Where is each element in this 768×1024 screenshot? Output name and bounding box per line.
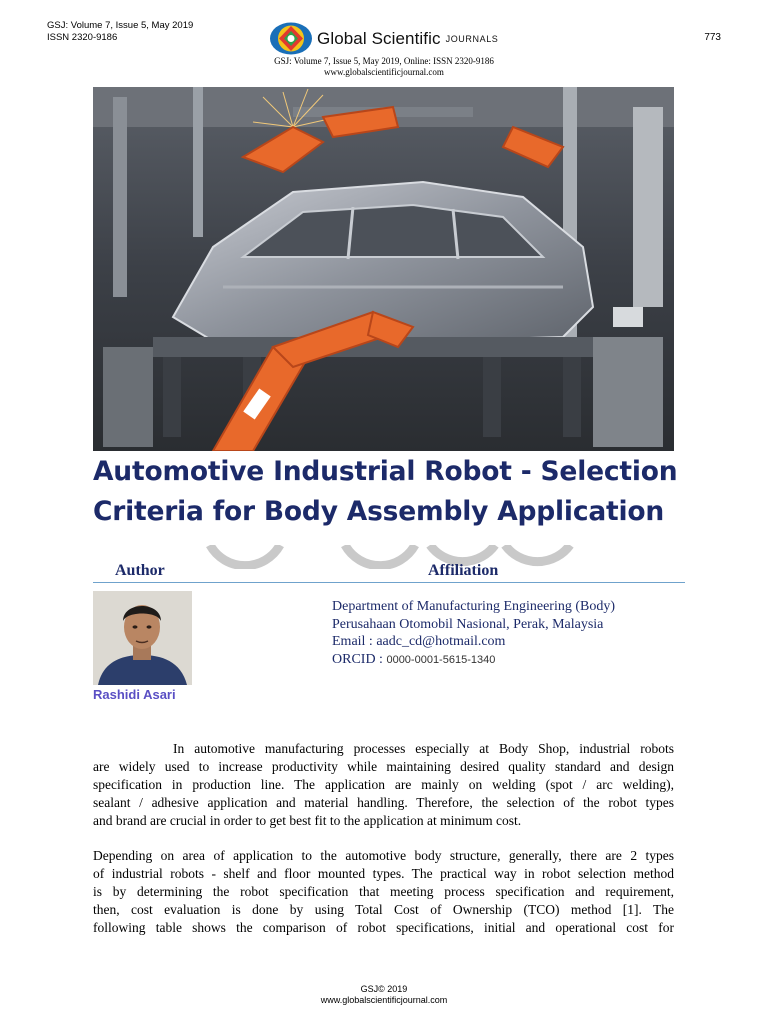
body-line: In automotive manufacturing processes especially at Body Shop, industrial robots <box>173 741 674 756</box>
footer <box>0 984 768 1006</box>
paper-title <box>93 452 703 532</box>
body-line: are widely used to increase productivity while maintaining desired quality standard and design <box>93 759 674 774</box>
author-column-heading: Author <box>115 562 165 579</box>
journal-website-line: www.globalscientificjournal.com <box>324 67 444 77</box>
author-name: Rashidi Asari <box>93 687 176 702</box>
body-line: of industrial robots - shelf and floor mounted types. The practical way in robot selection method <box>93 866 674 881</box>
paper-title-line-1: Automotive Industrial Robot - Selection <box>93 456 678 487</box>
header-divider <box>93 582 685 583</box>
affiliation-block <box>332 598 615 669</box>
body-line: is by determining the robot specification that meeting process specification and requirement, <box>93 884 674 899</box>
journal-citation-line: GSJ: Volume 7, Issue 5, May 2019, Online: ISSN 2320-9186 <box>274 56 494 66</box>
body-paragraph-2 <box>93 847 674 937</box>
journal-logo-sub: JOURNALS <box>445 33 499 44</box>
journal-logo-icon <box>269 22 313 55</box>
body-line: following table shows the comparison of robot specifications, initial and operational cost for <box>93 920 674 935</box>
orcid-label: ORCID : <box>332 651 383 667</box>
gsj-watermark <box>205 545 585 569</box>
journal-logo-text: Global Scientific <box>317 28 441 48</box>
footer-website: www.globalscientificjournal.com <box>320 995 448 1005</box>
orcid-value[interactable]: 0000-0001-5615-1340 <box>386 653 496 666</box>
robot-assembly-photo <box>93 87 674 451</box>
body-line: Depending on area of application to the automotive body structure, generally, there are 2 types <box>93 848 674 863</box>
journal-header-left <box>47 20 193 44</box>
page-number: 773 <box>704 32 721 43</box>
journal-volume-text: GSJ: Volume 7, Issue 5, May 2019 <box>47 20 194 31</box>
journal-issn-text: ISSN 2320-9186 <box>47 32 118 43</box>
affiliation-department: Department of Manufacturing Engineering (Body) <box>332 599 616 614</box>
body-paragraph-1 <box>93 740 674 830</box>
affiliation-email[interactable]: Email : aadc_cd@hotmail.com <box>332 634 506 649</box>
body-line: sealant / adhesive application and material handling. Therefore, the selection of the robot types <box>93 795 674 810</box>
affiliation-organization: Perusahaan Otomobil Nasional, Perak, Malaysia <box>332 616 604 632</box>
affiliation-orcid <box>332 651 615 670</box>
affiliation-column-heading: Affiliation <box>428 562 499 579</box>
paper-title-line-2: Criteria for Body Assembly Application <box>93 496 665 527</box>
body-line: specification in production line. The application are mainly on welding (spot / arc welding), <box>93 777 674 792</box>
body-line: and brand are crucial in order to get best fit to the application at minimum cost. <box>93 813 522 828</box>
author-portrait <box>93 591 192 685</box>
body-line: then, cost evaluation is done by using Total Cost of Ownership (TCO) method [1]. The <box>93 902 674 917</box>
footer-copyright: GSJ© 2019 <box>360 984 408 994</box>
journal-logo <box>269 22 498 55</box>
